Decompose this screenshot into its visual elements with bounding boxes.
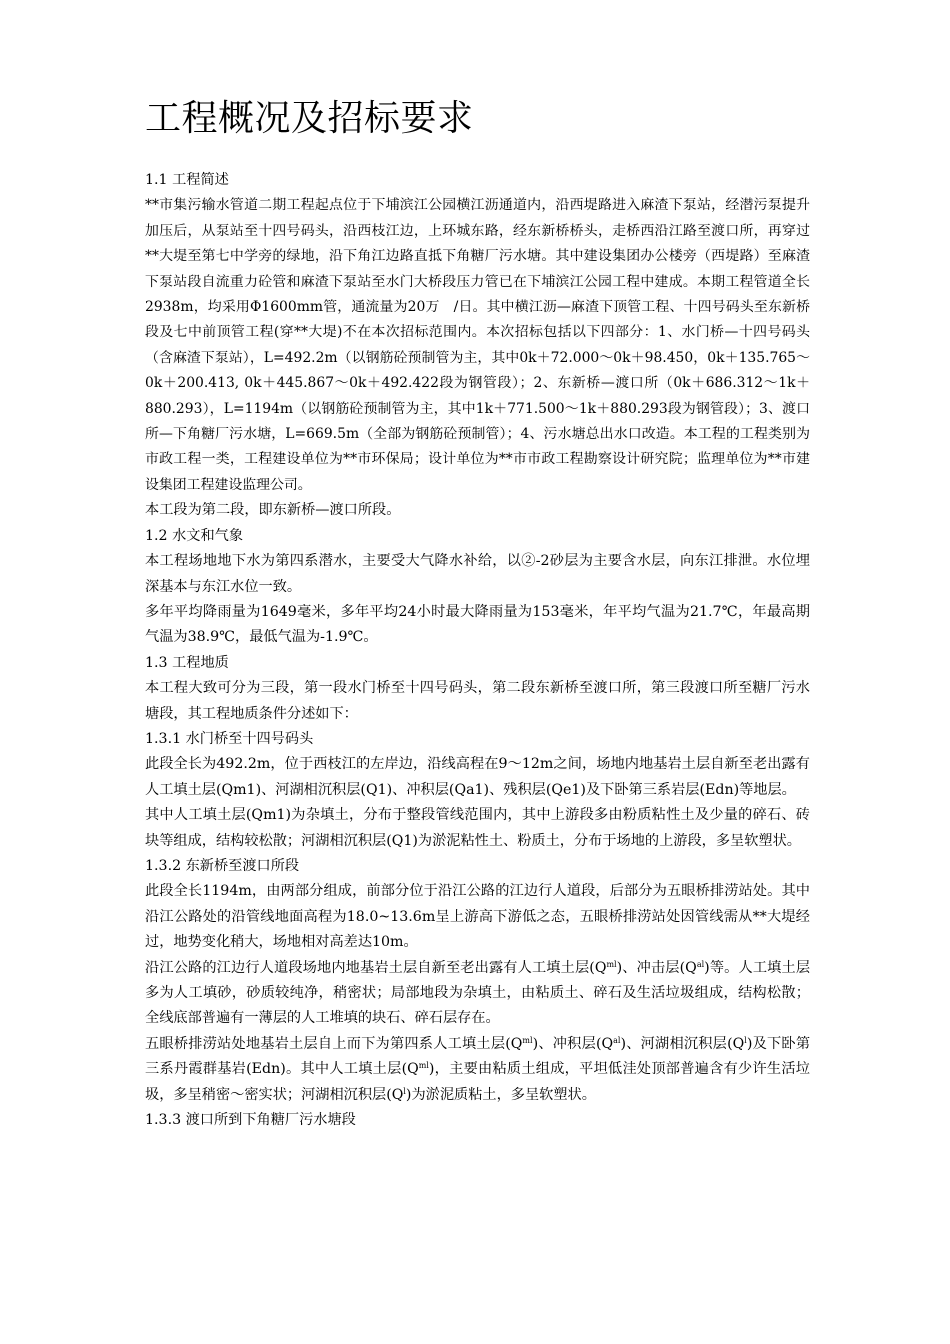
paragraph-segment2-overview: 此段全长1194m，由两部分组成，前部分位于沿江公路的江边行人道段，后部分为五眼桥排涝站处。其中沿江公路处的沿管线地面高程为18.0~13.6m呈上游高下游低之态，五眼桥排涝站处因管线需从**大堤经过，地势变化稍大，场地相对高差达10m。 (145, 883, 810, 951)
paragraph-overview: **市集污输水管道二期工程起点位于下埔滨江公园横江沥通道内，沿西堤路进入麻渣下泵站，经潜污泵提升加压后，从泵站至十四号码头，沿西枝江边，上环城东路，经东新桥桥头，走桥西沿江路至渡口所，再穿过**大堤至第七中学旁的绿地，沿下角江边路直抵下角糖厂污水塘。其中建设集团办公楼旁（西堤路）至麻渣下泵站段自流重力砼管和麻渣下泵站至水门大桥段压力管已在下埔滨江公园工程中建成。本期工程管道全长2938m，均采用Φ1600mm管，通流量为20万 /日。其中横江沥—麻渣下顶管工程、十四号码头至东新桥段及七中前顶管工程(穿**大堤)不在本次招标范围内。本次招标包括以下四部分：1、水门桥—十四号码头（含麻渣下泵站），L=492.2m（以钢筋砼预制管为主，其中0k＋72.000～0k＋98.450，0k＋135.765～0k＋200.413, 0k＋445.867～0k＋492.422段为钢管段）；2、东新桥—渡口所（0k＋686.312～1k＋880.293），L=1194m（以钢筋砼预制管为主，其中1k＋771.500～1k＋880.293段为钢管段）；3、渡口所—下角糖厂污水塘，L=669.5m（全部为钢筋砼预制管）；4、污水塘总出水口改造。本工程的工程类别为市政工程一类，工程建设单位为**市环保局；设计单位为**市市政工程勘察设计研究院；监理单位为**市建设集团工程建设监理公司。 (145, 197, 810, 493)
paragraph-hydrology: 本工程场地地下水为第四系潜水，主要受大气降水补给，以②-2砂层为主要含水层，向东江排泄。水位埋深基本与东江水位一致。 (145, 553, 810, 595)
paragraph-segment2-pumpstation: 五眼桥排涝站处地基岩土层自上而下为第四系人工填土层$(Q^{ml})$、冲积层$(Q^{al})$、河湖相沉积层$(Q^l)$及下卧第三系丹霞群基岩(Edn)。其中人工填土层$(Q^{ml})$，主要由粘质土组成，平坦低洼处顶部普遍含有少许生活垃圾，多呈稍密～密实状；河湖相沉积层$(Q^l)$为淤泥质粘土，多呈软塑状。 (145, 1035, 811, 1103)
section-heading-1-3-2: 1.3.2 东新桥至渡口所段 (145, 857, 300, 874)
section-heading-1-1: 1.1 工程简述 (145, 172, 229, 188)
section-heading-1-3-3: 1.3.3 渡口所到下角糖厂污水塘段 (145, 1112, 356, 1129)
section-heading-1-3: 1.3 工程地质 (145, 654, 229, 671)
section-heading-1-2: 1.2 水文和气象 (145, 527, 244, 544)
document-body (145, 94, 810, 1133)
paragraph-segment2-riverside: 沿江公路的江边行人道段场地内地基岩土层自新至老出露有人工填土层$(Q^{ml})$、冲击层$(Q^{al})$等。人工填土层多为人工填砂，砂质较纯净，稍密状；局部地段为杂填土，由粘质土、碎石及生活垃圾组成，结构松散；全线底部普遍有一薄层的人工堆填的块石、碎石层存在。 (145, 959, 811, 1027)
page-title: 工程概况及招标要求 (145, 98, 474, 139)
paragraph-segment1-overview: 此段全长为492.2m，位于西枝江的左岸边，沿线高程在9～12m之间，场地内地基岩土层自新至老出露有人工填土层(Qm1)、河湖相沉积层(Q1)、冲积层(Qa1)、残积层(Qe1)及下卧第三系岩层(Edn)等地层。 (145, 756, 810, 798)
paragraph-geology-intro: 本工程大致可分为三段，第一段水门桥至十四号码头，第二段东新桥至渡口所，第三段渡口所至糖厂污水塘段，其工程地质条件分述如下： (145, 680, 810, 722)
paragraph-segment-note: 本工段为第二段，即东新桥—渡口所段。 (145, 502, 401, 519)
paragraph-climate: 多年平均降雨量为1649毫米，多年平均24小时最大降雨量为153毫米，年平均气温为21.7℃，年最高期气温为38.9℃，最低气温为-1.9℃。 (145, 603, 810, 646)
paragraph-segment1-detail: 其中人工填土层(Qm1)为杂填土，分布于整段管线范围内，其中上游段多由粉质粘性土及少量的碎石、砖块等组成，结构较松散；河湖相沉积层(Q1)为淤泥粘性土、粉质土，分布于场地的上游段，多呈软塑状。 (145, 807, 810, 849)
section-heading-1-3-1: 1.3.1 水门桥至十四号码头 (145, 730, 314, 747)
